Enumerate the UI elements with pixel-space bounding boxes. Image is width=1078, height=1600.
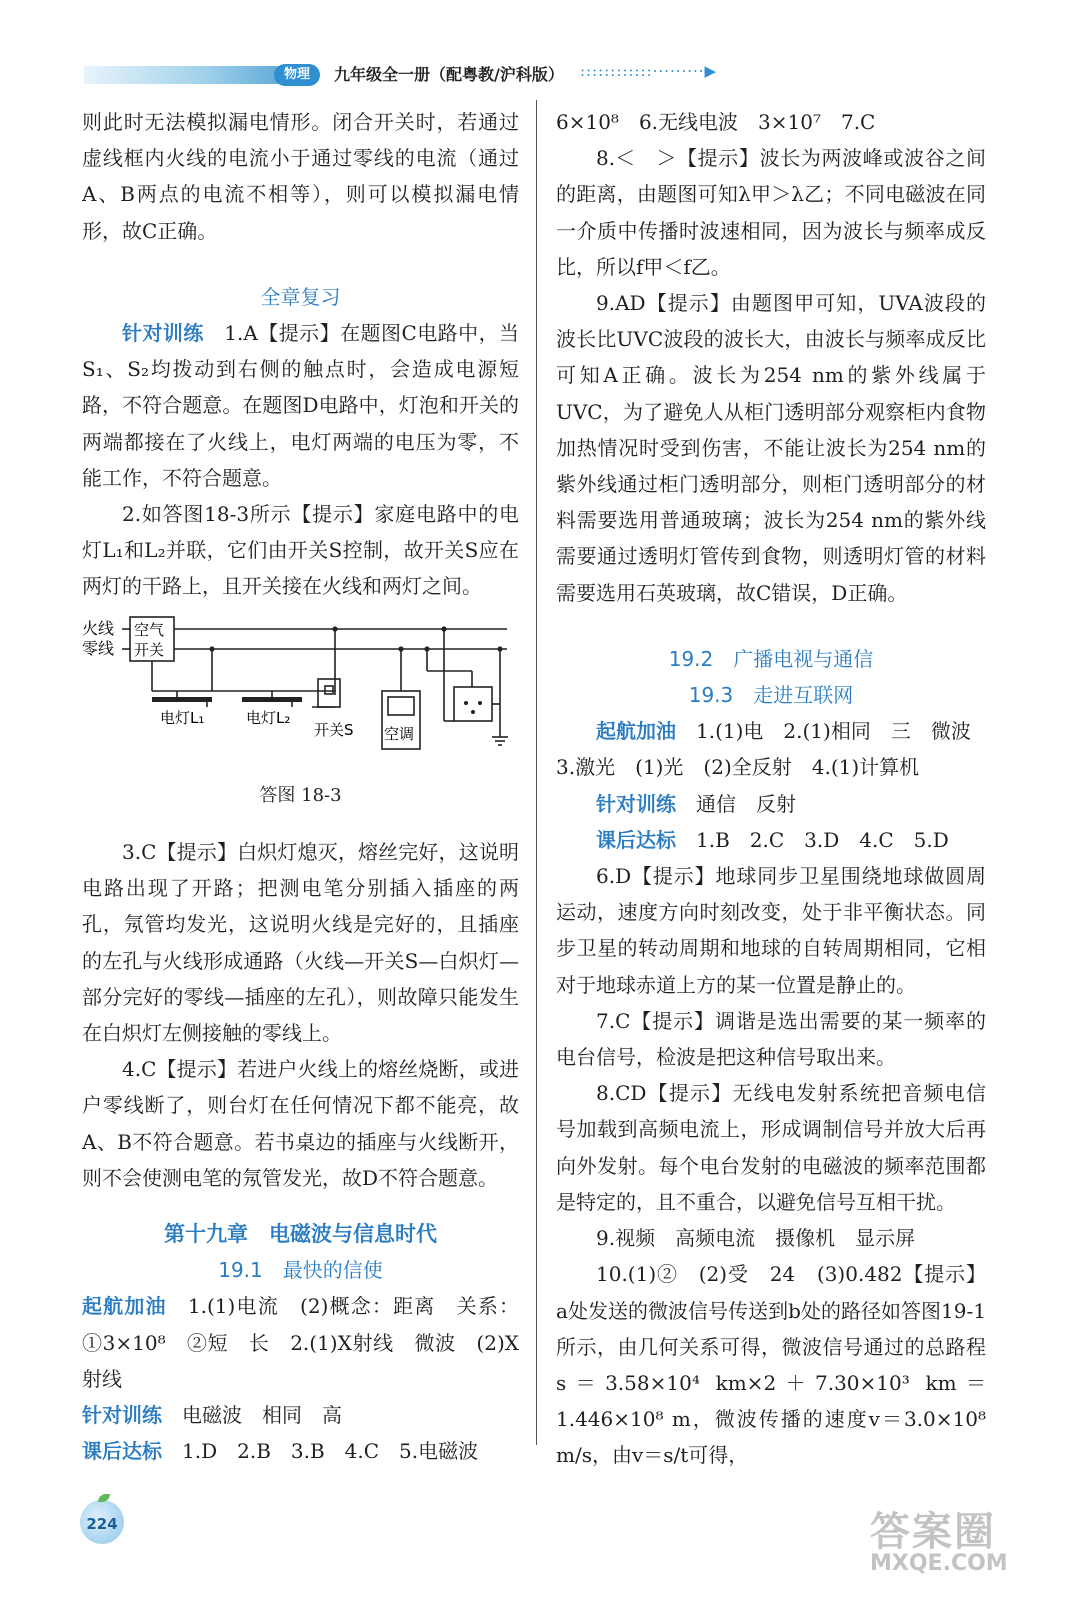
page-header	[84, 56, 718, 92]
answer-q2: 2.如答图18-3所示【提示】家庭电路中的电灯L₁和L₂并联，它们由开关S控制，故开关S应在两灯的干路上，且开关接在火线和两灯之间。	[82, 502, 519, 599]
answer-text: 通信 反射	[696, 791, 796, 816]
paragraph-continued: 则此时无法模拟漏电情形。闭合开关时，若通过虚线框内火线的电流小于通过零线的电流（通过A、B两点的电流不相等），则可以模拟漏电情形，故C正确。	[82, 110, 519, 243]
keyword-label: 起航加油	[82, 1294, 167, 1319]
page-number	[80, 1500, 124, 1544]
keyword-label: 针对训练	[596, 791, 676, 816]
answer-b1-cont: 3.激光 (1)光 (2)全反射 4.(1)计算机	[556, 755, 920, 780]
answer-text: 1.A【提示】在题图C电路中，当S₁、S₂均拨动到右侧的触点时，会造成电源短路，不符合题意。在题图D电路中，灯泡和开关的两端都接在了火线上，电灯两端的电压为零，不能工作，不符合题意。	[82, 321, 520, 490]
watermark-text: 答案圈	[870, 1509, 996, 1555]
keyword-label: 起航加油	[596, 719, 676, 744]
section-title-19-1: 19.1 最快的信使	[218, 1258, 383, 1283]
header-dots: ::::::::::::·········▶	[580, 62, 718, 80]
figure-caption: 答图 18-3	[259, 784, 342, 806]
section-title-19-2: 19.2 广播电视与通信	[668, 646, 874, 671]
answer-a1	[82, 1288, 519, 1397]
answer-b1	[556, 713, 986, 749]
answer-a2	[82, 1397, 519, 1433]
answer-q1	[82, 315, 519, 496]
answer-r0: 6×10⁸ 6.无线电波 3×10⁷ 7.C	[556, 110, 876, 134]
keyword-label: 课后达标	[596, 827, 676, 852]
label-breaker-1: 空气	[134, 620, 165, 639]
header-swoosh	[84, 66, 289, 84]
label-live: 火线	[82, 618, 115, 638]
answer-text: 电磁波 相同 高	[182, 1403, 342, 1428]
answer-b6: 6.D【提示】地球同步卫星围绕地球做圆周运动，速度方向时刻改变，处于非平衡状态。同步卫星的转动周期和地球的自转周期相同，它相对于地球赤道上方的某一位置是静止的。	[556, 864, 986, 997]
column-divider	[536, 100, 537, 1445]
answer-b9: 9.视频 高频电流 摄像机 显示屏	[596, 1226, 916, 1251]
chapter-title: 第十九章 电磁波与信息时代	[164, 1222, 437, 1247]
answer-a3	[82, 1433, 519, 1469]
answer-q3: 3.C【提示】白炽灯熄灭，熔丝完好，这说明电路出现了开路；把测电笔分别插入插座的两孔，氖管均发光，这说明火线是完好的，且插座的左孔与火线形成通路（火线—开关S—白炽灯—部分完好的零线—插座的左孔），则故障只能发生在白炽灯左侧接触的零线上。	[82, 840, 519, 1046]
label-lamp-1: 电灯L₁	[160, 708, 205, 727]
answer-r8: 8.＜ ＞【提示】波长为两波峰或波谷之间的距离，由题图可知λ甲＞λ乙；不同电磁波在同一介质中传播时波速相同，因为波长与频率成反比，所以f甲＜f乙。	[556, 146, 986, 279]
section-title-19-3: 19.3 走进互联网	[688, 683, 854, 708]
circuit-diagram	[82, 611, 519, 761]
label-lamp-2: 电灯L₂	[246, 708, 291, 727]
section-title-review: 全章复习	[260, 284, 341, 309]
watermark-url: MXQE.COM	[870, 1551, 1008, 1576]
subject-badge: 物理	[274, 64, 320, 86]
answer-b8: 8.CD【提示】无线电发射系统把音频电信号加载到高频电流上，形成调制信号并放大后再向外发射。每个电台发射的电磁波的频率范围都是特定的，且不重合，以避免信号互相干扰。	[556, 1081, 986, 1214]
label-neutral: 零线	[82, 638, 115, 658]
keyword-label: 针对训练	[82, 1403, 162, 1428]
page-number-text: 224	[86, 1515, 118, 1533]
watermark	[870, 1500, 1060, 1580]
answer-q4: 4.C【提示】若进户火线上的熔丝烧断，或进户零线断了，则台灯在任何情况下都不能亮，故A、B不符合题意。若书桌边的插座与火线断开，则不会使测电笔的氖管发光，故D不符合题意。	[82, 1057, 519, 1190]
answer-text: 1.D 2.B 3.B 4.C 5.电磁波	[182, 1439, 479, 1464]
right-column	[556, 104, 986, 1474]
keyword-label: 课后达标	[82, 1439, 162, 1464]
answer-text: 1.(1)电流 (2)概念：距离 关系：①3×10⁸ ②短 长 2.(1)X射线 微波 (2)X射线	[82, 1294, 520, 1391]
leaf-icon	[98, 1494, 110, 1502]
label-switch: 开关S	[314, 720, 354, 739]
answer-b3	[556, 822, 986, 858]
label-ac: 空调	[384, 724, 415, 743]
answer-b2	[556, 786, 986, 822]
left-column	[82, 104, 519, 1470]
answer-b7: 7.C【提示】调谐是选出需要的某一频率的电台信号，检波是把这种信号取出来。	[556, 1008, 986, 1070]
answer-text: 1.(1)电 2.(1)相同 三 微波	[696, 719, 971, 744]
answer-b10: 10.(1)② (2)受 24 (3)0.482【提示】a处发送的微波信号传送到b处的路径如答图19-1所示，由几何关系可得，微波信号通过的总路程s＝3.58×10⁴ km×2＋7.30×10³ km＝1.446×10⁸ m，微波传播的速度v＝3.0×10⁸ m/s，由v＝s/t可得，	[556, 1262, 986, 1468]
keyword-label: 针对训练	[122, 321, 204, 346]
book-title: 九年级全一册（配粤教/沪科版）	[334, 65, 564, 84]
answer-text: 1.B 2.C 3.D 4.C 5.D	[696, 827, 949, 852]
answer-r9: 9.AD【提示】由题图甲可知，UVA波段的波长比UVC波段的波长大，由波长与频率成反比可知A正确。波长为254 nm的紫外线属于UVC，为了避免人从柜门透明部分观察柜内食物加热情况时受到伤害，不能让波长为254 nm的紫外线通过柜门透明部分，则柜门透明部分的材料需要选用普通玻璃；波长为254 nm的紫外线需要通过透明灯管传到食物，则透明灯管的材料需要选用石英玻璃，故C错误，D正确。	[556, 291, 986, 605]
label-breaker-2: 开关	[134, 640, 165, 659]
